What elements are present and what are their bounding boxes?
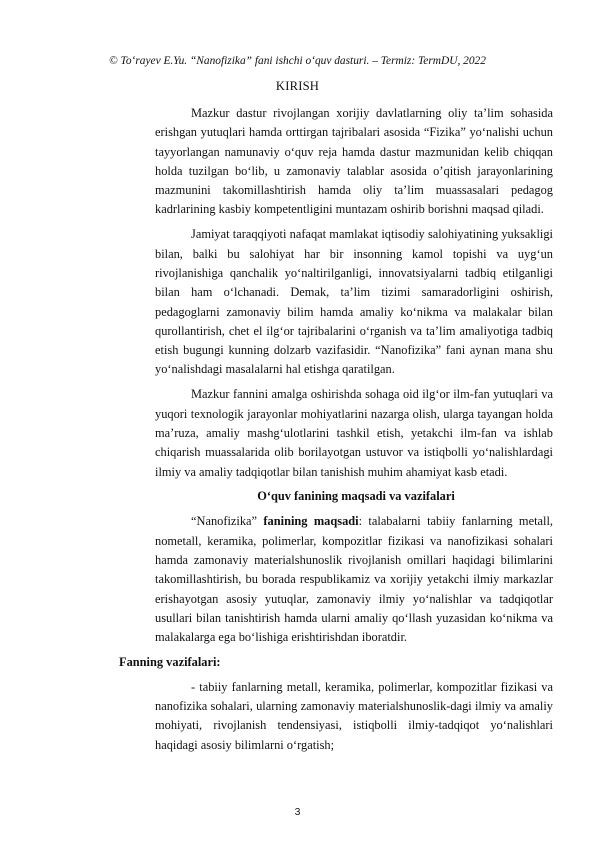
page-number: 3 [294, 807, 301, 818]
paragraph-intro-3: Mazkur fannini amalga oshirishda sohaga oid ilg‘or ilm-fan yutuqlari va yuqori texnologik jarayonlar mohiyatlarini nazarga olish, ularga tayangan holda ma’ruza, amaliy mashg‘ulotlarini tashkil etish, yetakchi ilm-fan va ishlab chiqarish muassalarida olib borilayotgan ustuvor va istiqbolli yo‘nalishlardagi ilmiy va amaliy tadqiqotlar bilan tanishish muhim ahamiyat kasb etadi. [155, 387, 553, 479]
paragraph-goal: “Nanofizika” fanining maqsadi: talabalarni tabiiy fanlarning metall, nometall, keramika, polimerlar, kompozitlar fizikasi va nanofizikasi sohalari hamda zamonaviy materialshunoslik rivojlanish omillari haqidagi bilimlarini takomillashtirish, bu borada respublikamiz va xorijiy yetakchi ilmiy markazlar erishayotgan asosiy yutuqlar, zamonaviy ilmiy yo‘nalishlar va tadqiqotlar usullari bilan tanishtirish hamda ularni amaliy qo‘llash yuzasidan ko‘nikma va malakalarga ega bo‘lishiga erishtirishdan iboratdir. [155, 514, 553, 645]
paragraph-task-1: - tabiiy fanlarning metall, keramika, polimerlar, kompozitlar fizikasi va nanofizika sohalari, ularning zamonaviy materialshunoslik-dagi ilmiy va amaliy mohiyati, rivojlanish tendensiyasi, istiqbolli ilmiy-tadqiqot yo‘nalishlari haqidagi asosiy bilimlarni o‘rgatish; [155, 679, 553, 752]
tasks-heading: Fanning vazifalari: [119, 654, 221, 669]
goal-emphasis: fanining maqsadi [263, 514, 359, 529]
section-heading: O‘quv fanining maqsadi va vazifalari [257, 489, 455, 504]
page-title: KIRISH [275, 79, 320, 93]
running-header: © To‘rayev E.Yu. “Nanofizika” fani ishchi o‘quv dasturi. – Termiz: TermDU, 2022 [109, 55, 486, 67]
paragraph-intro-1: Mazkur dastur rivojlangan xorijiy davlatlarning oliy ta’lim sohasida erishgan yutuqlari hamda orttirgan tajribalari asosida “Fizika” yo‘nalishi uchun tayyorlangan namunaviy o‘quv reja hamda dastur mazmunidan kelib chiqqan holda tuzilgan bo‘lib, u zamonaviy talablar asosida o’qitish jarayonlarining mazmunini takomillashtirish hamda oliy ta’lim muassasalari pedagog kadrlarining kasbiy kompetentligini muntazam oshirib borishni maqsad qiladi. [155, 106, 553, 217]
paragraph-intro-2: Jamiyat taraqqiyoti nafaqat mamlakat iqtisodiy salohiyatining yuksakligi bilan, balki bu salohiyat har bir insonning kamol topishi va uyg‘un rivojlanishiga qanchalik yo‘naltirilganligi, innovatsiyalarni tadbiq etilganligi bilan ham o‘lchanadi. Demak, ta’lim tizimi samaradorligini oshirish, pedagoglarni zamonaviy bilim hamda amaliy ko‘nikma va malakalar bilan qurollantirish, chet el ilg‘or tajribalarini o‘rganish va ta’lim amaliyotiga tadbiq etish bugungi kunning dolzarb vazifasidir. “Nanofizika” fani aynan mana shu yo‘nalishdagi masalalarni hal etishga qaratilgan. [155, 227, 553, 377]
document-body [119, 104, 553, 761]
